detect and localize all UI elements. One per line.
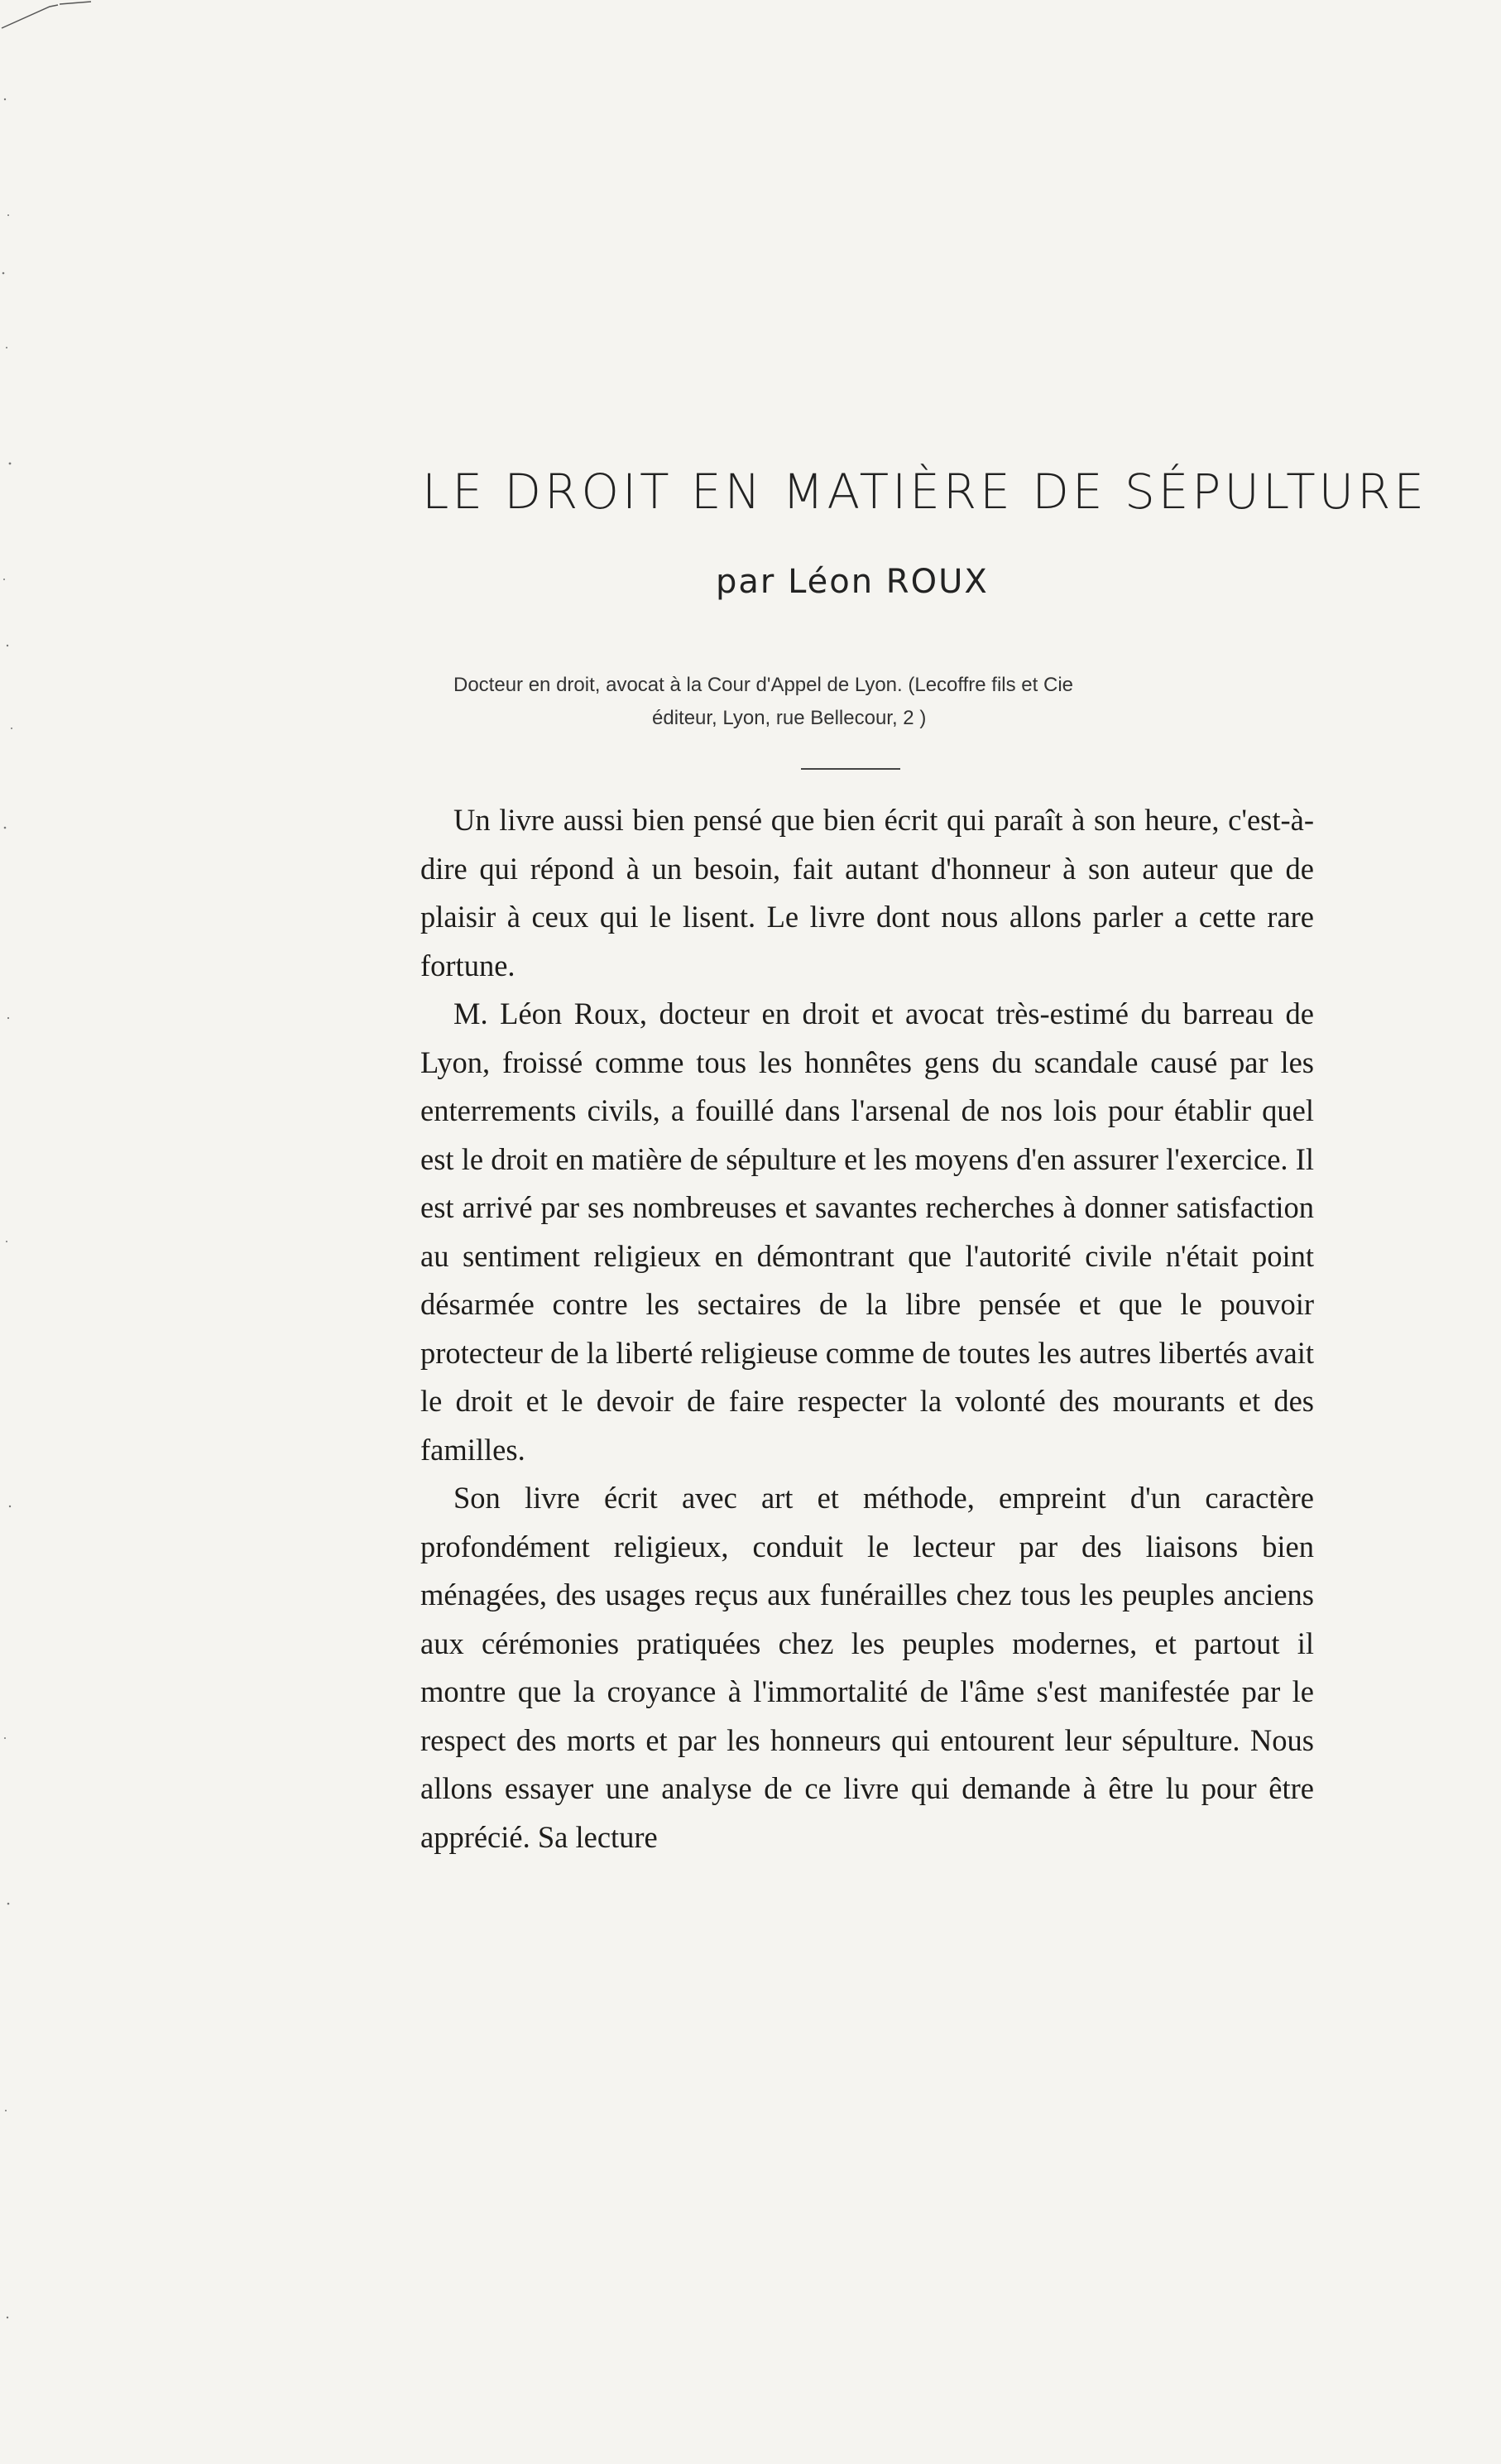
body-paragraph: M. Léon Roux, docteur en droit et avocat très-estimé du barreau de Lyon, froissé comme tous les honnêtes gens du scandale causé par les enterrements civils, a fouillé dans l'arsenal de nos lois pour établir quel est le droit en matière de sépulture et les moyens d'en assurer l'exercice. Il est arrivé par ses nombreuses et savantes recherches à donner satisfaction au sentiment religieux en démontrant que l'autorité civile n'était point désarmée contre les sectaires de la libre pensée et que le pouvoir protecteur de la liberté religieuse comme de toutes les autres libertés avait le droit et le devoir de faire respecter la volonté des mourants et des familles. — [420, 997, 1314, 1467]
margin-scan-specks — [0, 0, 33, 2464]
article-body — [420, 796, 1314, 1861]
author-credentials — [453, 669, 1314, 735]
body-paragraph: Un livre aussi bien pensé que bien écrit qui paraît à son heure, c'est-à-dire qui répond à un besoin, fait autant d'honneur à son auteur que de plaisir à ceux qui le lisent. Le livre dont nous allons parler a cette rare fortune. — [420, 803, 1314, 982]
credentials-line-2: éditeur, Lyon, rue Bellecour, 2 ) — [652, 707, 927, 729]
author-line: par Léon ROUX — [716, 563, 989, 601]
section-divider — [801, 768, 900, 770]
body-paragraph: Son livre écrit avec art et méthode, empreint d'un caractère profondément religieux, conduit le lecteur par des liaisons bien ménagées, des usages reçus aux funérailles chez tous les peuples anciens aux cérémonies pratiquées chez les peuples modernes, et partout il montre que la croyance à l'immortalité de l'âme s'est manifestée par le respect des morts et par les honneurs qui entourent leur sépulture. Nous allons essayer une analyse de ce livre qui demande à être lu pour être apprécié. Sa lecture — [420, 1481, 1314, 1854]
credentials-line-1: Docteur en droit, avocat à la Cour d'Appel de Lyon. (Lecoffre fils et Cie — [453, 674, 1073, 696]
article-title: LE DROIT EN MATIÈRE DE SÉPULTURE — [422, 464, 1428, 520]
